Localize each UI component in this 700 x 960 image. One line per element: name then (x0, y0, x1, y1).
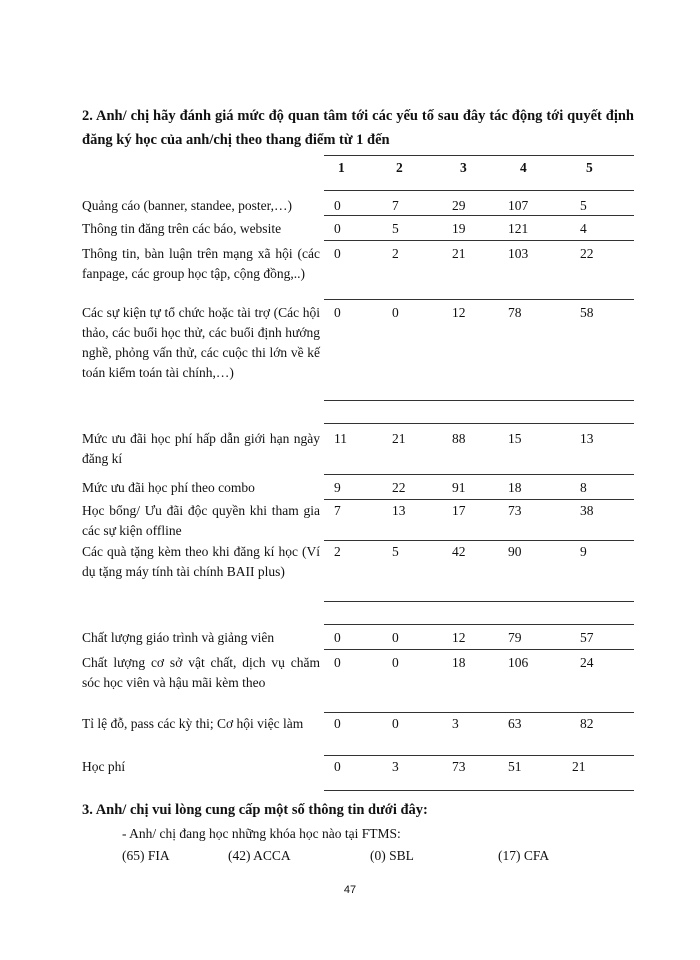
row-label: Các quà tặng kèm theo khi đăng kí học (Ví dụ tặng máy tính tài chính BAII plus) (82, 544, 320, 579)
cell-value: 103 (508, 246, 529, 261)
survey-table (82, 155, 634, 791)
row-label: Thông tin, bàn luận trên mạng xã hội (các fanpage, các group học tập, cộng đồng,..) (82, 246, 320, 281)
cell-value: 90 (508, 544, 522, 559)
cell-value: 11 (334, 431, 347, 446)
cell-value: 29 (452, 198, 466, 213)
cell-value: 4 (580, 221, 587, 236)
table-row (82, 241, 634, 300)
course-option-acca: (42) ACCA (228, 848, 291, 863)
cell-value: 5 (392, 544, 399, 559)
cell-value: 51 (508, 759, 522, 774)
cell-value: 0 (334, 655, 341, 670)
row-label: Thông tin đăng trên các báo, website (82, 221, 282, 236)
cell-value: 13 (392, 503, 406, 518)
cell-value: 12 (452, 630, 466, 645)
cell-value: 13 (580, 431, 594, 446)
cell-value: 88 (452, 431, 466, 446)
cell-value: 3 (452, 716, 459, 731)
table-row (82, 500, 634, 541)
cell-value: 21 (572, 759, 586, 774)
cell-value: 19 (452, 221, 466, 236)
table-row (82, 475, 634, 500)
table-row (82, 300, 634, 401)
course-option-cfa: (17) CFA (498, 848, 550, 863)
table-row (82, 401, 634, 424)
table-row (82, 602, 634, 625)
cell-value: 0 (392, 716, 399, 731)
cell-value: 5 (392, 221, 399, 236)
cell-value: 82 (580, 716, 594, 731)
cell-value: 121 (508, 221, 529, 236)
cell-value: 106 (508, 655, 529, 670)
cell-value: 0 (334, 221, 341, 236)
scale-header-cell: 2 (396, 160, 403, 175)
question-3-heading: 3. Anh/ chị vui lòng cung cấp một số thông tin dưới đây: (82, 802, 428, 818)
row-label: Chất lượng giáo trình và giảng viên (82, 630, 275, 645)
cell-value: 0 (392, 655, 399, 670)
cell-value: 73 (508, 503, 522, 518)
table-row (82, 541, 634, 602)
cell-value: 7 (392, 198, 399, 213)
cell-value: 12 (452, 305, 466, 320)
scale-header-cell: 3 (460, 160, 467, 175)
cell-value: 0 (334, 305, 341, 320)
cell-value: 73 (452, 759, 466, 774)
cell-value: 22 (580, 246, 594, 261)
cell-value: 0 (334, 716, 341, 731)
course-options (122, 848, 642, 868)
row-label: Các sự kiện tự tổ chức hoặc tài trợ (Các hội thảo, các buổi học thử, các buổi định hướng nghề, phỏng vấn thử, các cuộc thi lớn về kế toán kiểm toán tài chính,…) (82, 305, 320, 380)
table-row (82, 625, 634, 650)
cell-value: 0 (334, 759, 341, 774)
row-label: Mức ưu đãi học phí theo combo (82, 480, 255, 495)
cell-value: 42 (452, 544, 466, 559)
question-2-heading: 2. Anh/ chị hãy đánh giá mức độ quan tâm tới các yếu tố sau đây tác động tới quyết định đăng ký học của anh/chị theo thang điểm từ 1 đến (82, 108, 634, 148)
cell-value: 0 (392, 305, 399, 320)
cell-value: 0 (392, 630, 399, 645)
cell-value: 91 (452, 480, 466, 495)
cell-value: 18 (452, 655, 466, 670)
cell-value: 0 (334, 246, 341, 261)
cell-value: 58 (580, 305, 594, 320)
table-row (82, 191, 634, 216)
cell-value: 17 (452, 503, 466, 518)
cell-value: 79 (508, 630, 522, 645)
cell-value: 8 (580, 480, 587, 495)
cell-value: 22 (392, 480, 406, 495)
row-label: Mức ưu đãi học phí hấp dẫn giới hạn ngày đăng kí (82, 431, 320, 466)
cell-value: 7 (334, 503, 341, 518)
table-row (82, 756, 634, 791)
course-option-sbl: (0) SBL (370, 848, 414, 863)
cell-value: 9 (580, 544, 587, 559)
cell-value: 15 (508, 431, 522, 446)
table-row (82, 424, 634, 475)
cell-value: 3 (392, 759, 399, 774)
cell-value: 18 (508, 480, 522, 495)
cell-value: 9 (334, 480, 341, 495)
page-number: 47 (343, 884, 357, 896)
cell-value: 24 (580, 655, 594, 670)
course-option-fia: (65) FIA (122, 848, 170, 863)
cell-value: 5 (580, 198, 587, 213)
table-row (82, 713, 634, 756)
row-label: Học bổng/ Ưu đãi độc quyền khi tham gia các sự kiện offline (82, 503, 320, 538)
cell-value: 57 (580, 630, 594, 645)
scale-header-row (324, 155, 634, 191)
cell-value: 0 (334, 198, 341, 213)
table-row (82, 650, 634, 713)
cell-value: 2 (392, 246, 399, 261)
cell-value: 0 (334, 630, 341, 645)
row-label: Học phí (82, 759, 126, 774)
row-label: Chất lượng cơ sở vật chất, dịch vụ chăm sóc học viên và hậu mãi kèm theo (82, 655, 320, 690)
cell-value: 2 (334, 544, 341, 559)
cell-value: 107 (508, 198, 529, 213)
table-row (82, 216, 634, 241)
cell-value: 63 (508, 716, 522, 731)
cell-value: 38 (580, 503, 594, 518)
row-label: Quảng cáo (banner, standee, poster,…) (82, 198, 292, 213)
row-label: Tỉ lệ đỗ, pass các kỳ thi; Cơ hội việc làm (82, 716, 304, 731)
scale-header-cell: 4 (520, 160, 527, 175)
cell-value: 78 (508, 305, 522, 320)
cell-value: 21 (392, 431, 406, 446)
scale-header-cell: 5 (586, 160, 593, 175)
question-3-subitem: - Anh/ chị đang học những khóa học nào tại FTMS: (122, 826, 401, 841)
scale-header-cell: 1 (338, 160, 345, 175)
cell-value: 21 (452, 246, 466, 261)
